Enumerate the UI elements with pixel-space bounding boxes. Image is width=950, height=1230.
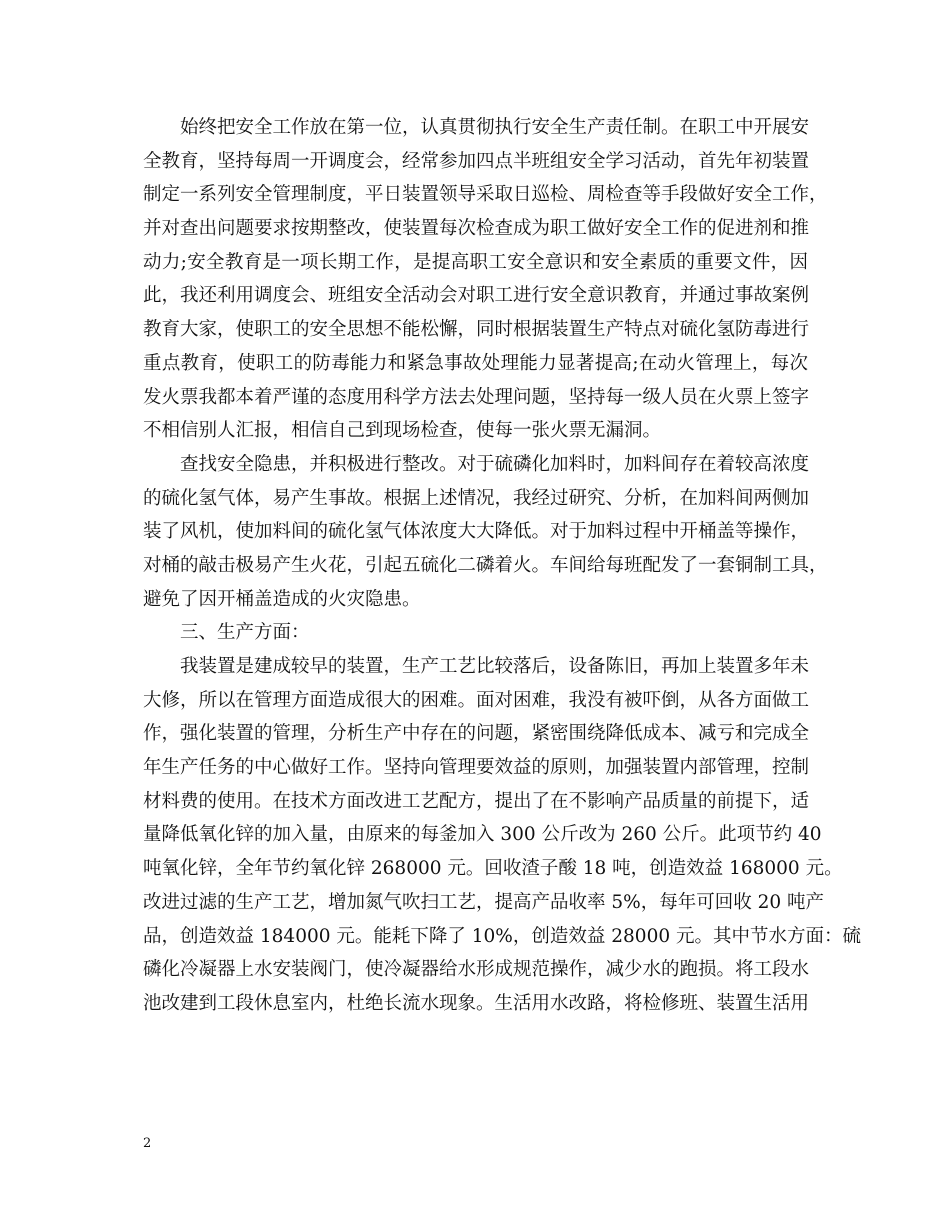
text-line: 磷化冷凝器上水安装阀门，使冷凝器给水形成规范操作，减少水的跑损。将工段水 bbox=[143, 959, 810, 981]
text-line: 材料费的使用。在技术方面改进工艺配方，提出了在不影响产品质量的前提下，适 bbox=[143, 790, 810, 812]
text-line: 年生产任务的中心做好工作。坚持向管理要效益的原则，加强装置内部管理，控制 bbox=[143, 757, 810, 779]
text-line: 装了风机，使加料间的硫化氢气体浓度大大降低。对于加料过程中开桶盖等操作， bbox=[143, 521, 810, 543]
text-line: 制定一系列安全管理制度，平日装置领导采取日巡检、周检查等手段做好安全工作， bbox=[143, 184, 828, 206]
text-line: 对桶的敲击极易产生火花，引起五硫化二磷着火。车间给每班配发了一套铜制工具， bbox=[143, 554, 828, 576]
text-line: 并对查出问题要求按期整改，使装置每次检查成为职工做好安全工作的促进剂和推 bbox=[143, 218, 810, 240]
text-line: 避免了因开桶盖造成的火灾隐患。 bbox=[143, 588, 421, 610]
text-line: 查找安全隐患，并积极进行整改。对于硫磷化加料时，加料间存在着较高浓度 bbox=[180, 453, 810, 475]
page-number: 2 bbox=[143, 1136, 152, 1151]
text-line: 重点教育，使职工的防毒能力和紧急事故处理能力显著提高;在动火管理上，每次 bbox=[143, 352, 808, 374]
text-line: 吨氧化锌，全年节约氧化锌 268000 元。回收渣子酸 18 吨，创造效益 168000 元。 bbox=[143, 858, 843, 880]
text-line: 我装置是建成较早的装置，生产工艺比较落后，设备陈旧，再加上装置多年未 bbox=[180, 656, 810, 677]
text-line: 作，强化装置的管理，分析生产中存在的问题，紧密围绕降低成本、减亏和完成全 bbox=[143, 723, 810, 745]
text-line: 此，我还利用调度会、班组安全活动会对职工进行安全意识教育，并通过事故案例 bbox=[143, 285, 810, 307]
text-line: 三、生产方面： bbox=[180, 622, 310, 644]
text-line: 量降低氧化锌的加入量，由原来的每釜加入 300 公斤改为 260 公斤。此项节约 40 bbox=[143, 824, 822, 846]
text-line: 动力;安全教育是一项长期工作，是提高职工安全意识和安全素质的重要文件，因 bbox=[143, 251, 808, 273]
text-line: 教育大家，使职工的安全思想不能松懈，同时根据装置生产特点对硫化氢防毒进行 bbox=[143, 319, 810, 341]
text-line: 全教育，坚持每周一开调度会，经常参加四点半班组安全学习活动，首先年初装置 bbox=[143, 150, 810, 172]
text-line: 品，创造效益 184000 元。能耗下降了 10%，创造效益 28000 元。其中节水方面：硫 bbox=[143, 925, 861, 947]
text-line: 发火票我都本着严谨的态度用科学方法去处理问题，坚持每一级人员在火票上签字 bbox=[143, 386, 810, 408]
text-line: 的硫化氢气体，易产生事故。根据上述情况，我经过研究、分析，在加料间两侧加 bbox=[143, 487, 810, 509]
text-line: 大修，所以在管理方面造成很大的困难。面对困难，我没有被吓倒，从各方面做工 bbox=[143, 689, 810, 711]
text-line: 不相信别人汇报，相信自己到现场检查，使每一张火票无漏洞。 bbox=[143, 420, 662, 442]
text-line: 改进过滤的生产工艺，增加氮气吹扫工艺，提高产品收率 5%，每年可回收 20 吨产 bbox=[143, 891, 825, 913]
text-line: 始终把安全工作放在第一位，认真贯彻执行安全生产责任制。在职工中开展安 bbox=[180, 117, 810, 138]
text-line: 池改建到工段休息室内，杜绝长流水现象。生活用水改路，将检修班、装置生活用 bbox=[143, 992, 810, 1014]
document-body bbox=[143, 111, 861, 1021]
